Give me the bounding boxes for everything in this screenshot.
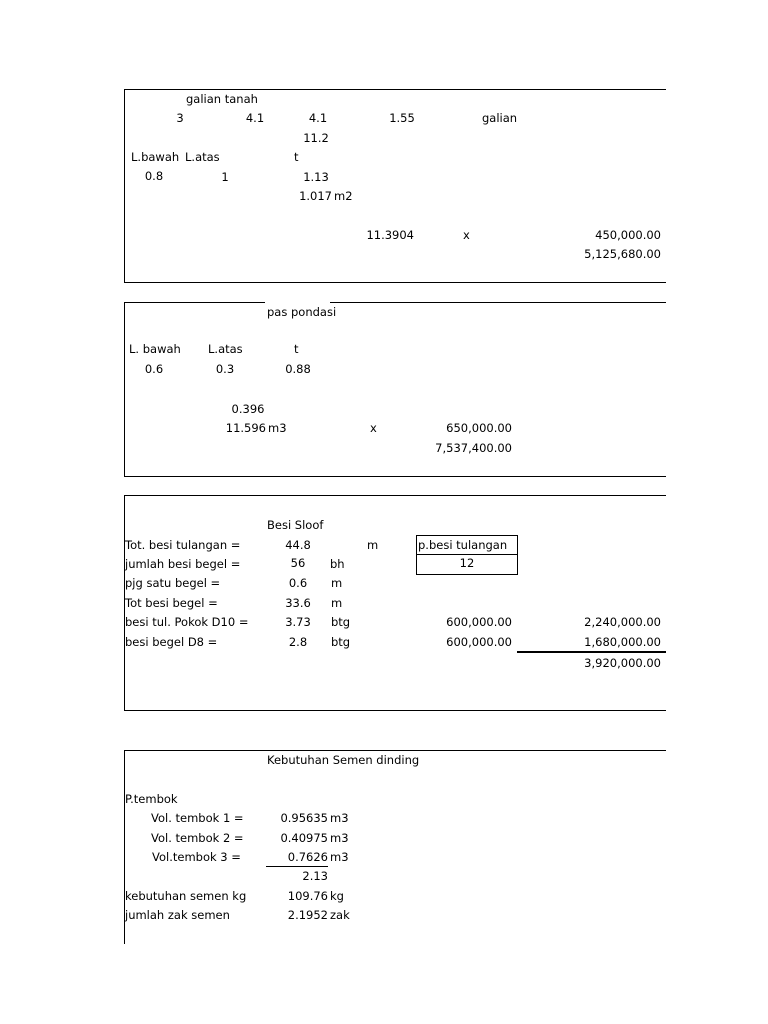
semen-row-unit: m3 [330, 831, 349, 845]
galian-unit-price: 450,000.00 [595, 228, 661, 242]
galian-border-top [124, 89, 666, 90]
semen-kebutuhan-label: kebutuhan semen kg [125, 889, 247, 903]
besi-tulangan-box-divider [416, 554, 517, 555]
pondasi-header-t: t [294, 342, 299, 356]
besi-tulangan-box-label: p.besi tulangan [418, 538, 508, 552]
galian-header-t: t [294, 150, 299, 164]
sloof-row-unit: btg [331, 615, 351, 629]
galian-area-unit: m2 [334, 189, 353, 203]
semen-section-label: P.tembok [125, 792, 178, 806]
semen-row-label: Vol. tembok 1 = [151, 811, 244, 825]
pondasi-header-latas: L.atas [208, 342, 243, 356]
sloof-row-value: 3.73 [285, 615, 311, 629]
galian-multiply: x [463, 228, 470, 242]
semen-row-label: Vol.tembok 3 = [152, 850, 241, 864]
galian-border-bottom [124, 282, 666, 283]
sloof-total: 3,920,000.00 [584, 656, 661, 670]
galian-value-0-8: 0.8 [144, 169, 164, 183]
pondasi-border-left [124, 302, 125, 477]
galian-value-3: 3 [176, 111, 184, 125]
sloof-row-value: 44.8 [285, 538, 311, 552]
pondasi-border-top-left [124, 302, 265, 303]
sloof-row-unit: m [331, 596, 343, 610]
galian-value-1-55: 1.55 [389, 111, 415, 125]
sloof-row-value: 0.6 [288, 576, 308, 590]
semen-row-value: 0.7626 [287, 850, 328, 864]
galian-value-4-1b: 4.1 [308, 111, 328, 125]
sloof-total-rule [517, 651, 666, 653]
pondasi-value-0-3: 0.3 [215, 362, 235, 376]
galian-total: 5,125,680.00 [584, 247, 661, 261]
semen-sum: 2.13 [302, 869, 328, 883]
pondasi-border-top-right [330, 302, 666, 303]
sloof-row-label: pjg satu begel = [125, 576, 221, 590]
galian-area-value: 1.017 [299, 189, 332, 203]
semen-row-label: Vol. tembok 2 = [151, 831, 244, 845]
galian-volume: 11.3904 [366, 228, 414, 242]
pondasi-unit-price: 650,000.00 [446, 421, 512, 435]
sloof-row-unit: m [331, 576, 343, 590]
semen-zak-value: 2.1952 [287, 908, 328, 922]
pondasi-value-0-88: 0.88 [285, 362, 311, 376]
galian-label: galian [482, 111, 518, 125]
sloof-row-label: Tot. besi tulangan = [125, 538, 241, 552]
sloof-row-amount: 2,240,000.00 [584, 615, 661, 629]
sloof-row-value: 2.8 [288, 635, 308, 649]
galian-value-1: 1 [221, 170, 229, 184]
semen-row-value: 0.40975 [280, 831, 328, 845]
pondasi-border-bottom [124, 476, 666, 477]
sloof-row-value: 56 [290, 556, 306, 570]
besi-tulangan-box-value: 12 [459, 556, 475, 570]
galian-value-1-13: 1.13 [303, 170, 329, 184]
galian-border-left [124, 89, 125, 283]
galian-header-latas: L.atas [185, 150, 220, 164]
pondasi-value-0-6: 0.6 [144, 362, 164, 376]
semen-border-top [124, 750, 666, 751]
sloof-border-top [124, 495, 666, 496]
semen-zak-label: jumlah zak semen [125, 908, 230, 922]
semen-row-unit: m3 [330, 811, 349, 825]
sloof-row-price: 600,000.00 [446, 635, 512, 649]
sloof-row-unit: btg [331, 635, 351, 649]
galian-value-4-1a: 4.1 [245, 111, 265, 125]
pondasi-volume-unit: m3 [268, 421, 287, 435]
sloof-row-label: jumlah besi begel = [125, 557, 241, 571]
pondasi-header-lbawah: L. bawah [129, 342, 181, 356]
galian-value-11-2: 11.2 [303, 131, 329, 145]
galian-header-lbawah: L.bawah [131, 150, 180, 164]
sloof-row-value: 33.6 [285, 596, 311, 610]
semen-title: Kebutuhan Semen dinding [267, 753, 420, 767]
semen-sum-rule [266, 866, 328, 867]
pondasi-title: pas pondasi [267, 305, 337, 319]
sloof-border-bottom [124, 710, 666, 711]
sloof-row-unit: m [367, 538, 379, 552]
sloof-row-label: besi tul. Pokok D10 = [125, 615, 249, 629]
pondasi-value-0-396: 0.396 [231, 402, 265, 416]
pondasi-volume: 11.596 [225, 421, 266, 435]
pondasi-multiply: x [370, 421, 377, 435]
semen-kebutuhan-unit: kg [330, 889, 344, 903]
sloof-row-label: besi begel D8 = [125, 635, 218, 649]
semen-row-unit: m3 [330, 850, 349, 864]
semen-kebutuhan-value: 109.76 [287, 889, 328, 903]
sloof-row-price: 600,000.00 [446, 615, 512, 629]
sloof-row-label: Tot besi begel = [125, 596, 218, 610]
pondasi-total: 7,537,400.00 [435, 441, 512, 455]
galian-title: galian tanah [186, 92, 258, 106]
semen-row-value: 0.95635 [280, 811, 328, 825]
sloof-title: Besi Sloof [267, 518, 324, 532]
sloof-row-unit: bh [330, 557, 345, 571]
semen-zak-unit: zak [330, 908, 350, 922]
sloof-row-amount: 1,680,000.00 [584, 635, 661, 649]
